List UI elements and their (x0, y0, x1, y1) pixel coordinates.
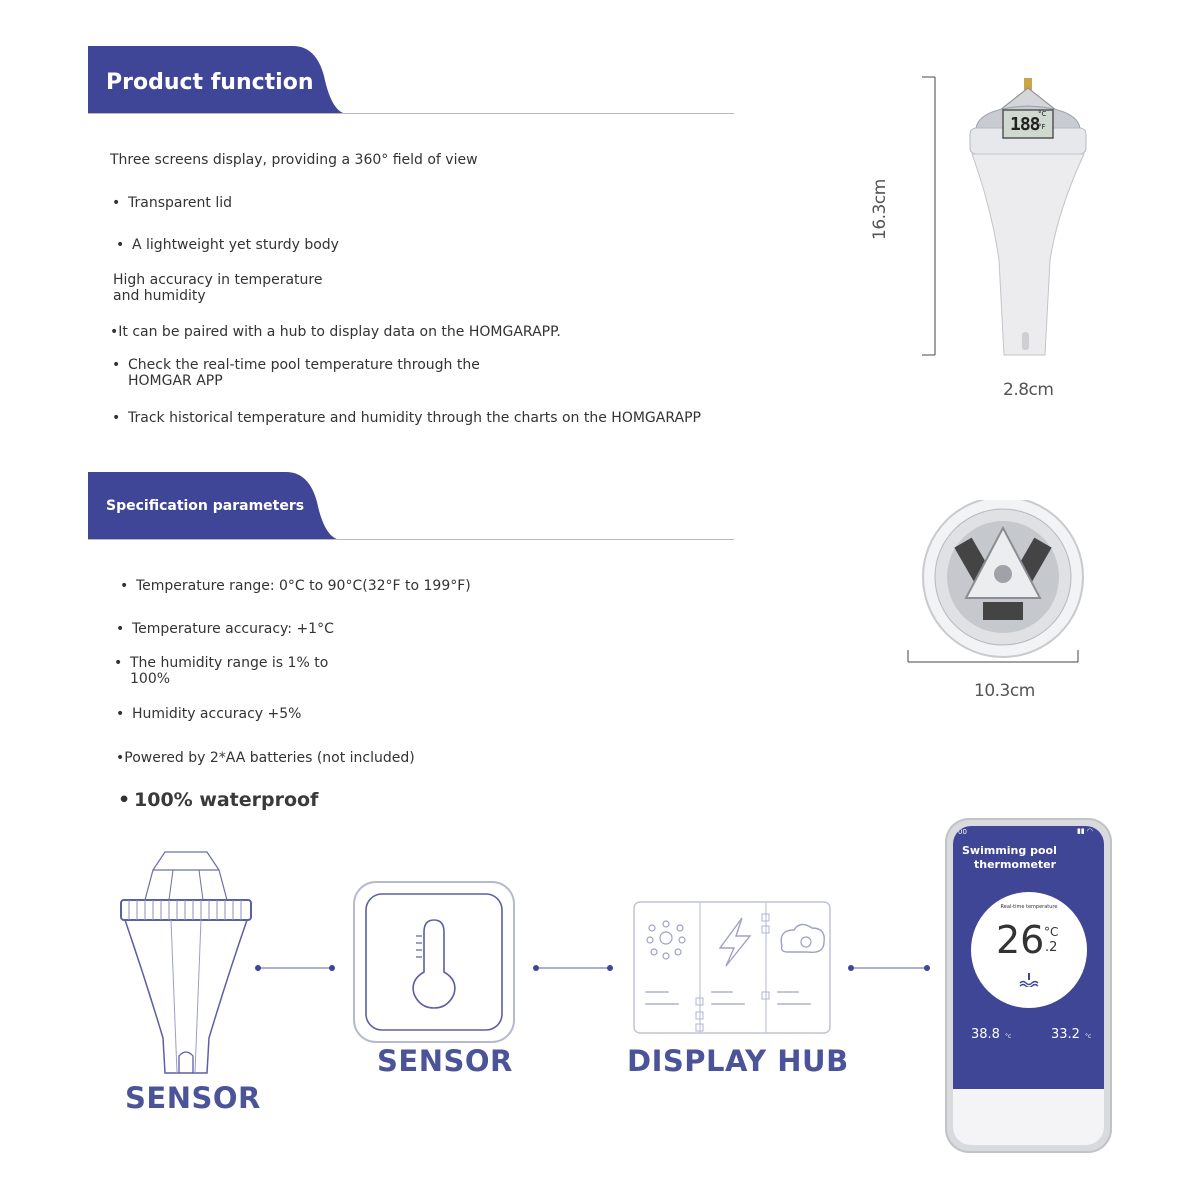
phone-app-header (953, 826, 1104, 1089)
device-display-unit-c: °C (1038, 110, 1047, 118)
thermometer-side-illustration (900, 70, 1100, 400)
status-icons: ▮▮ ◠ (1077, 827, 1094, 835)
left-reading-unit: °c (1005, 1033, 1012, 1040)
connector-1 (255, 958, 335, 968)
specification-title: Specification parameters (106, 498, 305, 514)
device-display-digits: 188 (1010, 114, 1040, 135)
thermometer-top-illustration (900, 500, 1100, 680)
diameter-dimension-label: 10.3cm (974, 681, 1035, 701)
status-time: 00 (958, 828, 967, 836)
temperature-dial (971, 892, 1087, 1008)
realtime-temperature-label: Real-time temperature (1000, 904, 1058, 910)
product-function-divider (88, 113, 734, 114)
app-title-line1: Swimming pool (962, 844, 1057, 857)
phone-screen (953, 826, 1104, 1145)
right-reading-unit: °c (1085, 1033, 1092, 1040)
feature-history-charts: • Track historical temperature and humidity through the charts on the HOMGARAPP (128, 410, 701, 426)
height-dimension-label: 16.3cm (870, 179, 890, 240)
spec-humidity-range-line1: • The humidity range is 1% to (130, 655, 328, 671)
right-reading-value: 33.2 (1051, 1027, 1080, 1042)
feature-realtime-line1: • Check the real-time pool temperature through the (128, 357, 480, 373)
device-display-unit-f: °F (1038, 123, 1046, 131)
connector-2 (533, 958, 613, 968)
specification-divider (88, 539, 734, 540)
feature-lightweight-body: • A lightweight yet sturdy body (132, 237, 339, 253)
product-function-banner (88, 46, 348, 114)
feature-realtime-line2: HOMGAR APP (128, 373, 223, 389)
feature-accuracy-line2: and humidity (113, 288, 206, 304)
device-side-view (900, 70, 1100, 400)
temperature-unit: °C (1044, 925, 1059, 939)
spec-humidity-accuracy: • Humidity accuracy +5% (132, 706, 301, 722)
water-level-icon (1018, 972, 1040, 986)
temperature-value: 26 (996, 918, 1045, 962)
left-reading-value: 38.8 (971, 1027, 1000, 1042)
feature-three-screens: Three screens display, providing a 360° field of view (110, 152, 478, 168)
display-hub-label: DISPLAY HUB (627, 1044, 849, 1078)
sensor-probe-label: SENSOR (125, 1081, 261, 1115)
phone-mockup (945, 818, 1112, 1153)
display-hub-illustration (632, 900, 832, 1035)
spec-temperature-range: • Temperature range: 0°C to 90°C(32°F to 199°F) (136, 578, 471, 594)
sensor-box-illustration (352, 880, 517, 1045)
product-function-title: Product function (106, 70, 314, 95)
feature-transparent-lid: • Transparent lid (128, 195, 232, 211)
feature-accuracy-line1: High accuracy in temperature (113, 272, 323, 288)
spec-waterproof: • 100% waterproof (134, 789, 318, 811)
app-title-line2: thermometer (974, 858, 1057, 871)
feature-hub-pairing: •It can be paired with a hub to display data on the HOMGARAPP. (110, 324, 561, 340)
spec-temperature-accuracy: • Temperature accuracy: +1°C (132, 621, 334, 637)
connector-3 (848, 958, 930, 968)
width-dimension-label: 2.8cm (1003, 380, 1054, 400)
thermometer-icon (352, 880, 517, 1045)
spec-batteries: •Powered by 2*AA batteries (not included) (116, 750, 415, 766)
specification-banner (88, 472, 342, 540)
sensor-probe-illustration (115, 848, 255, 1078)
spec-humidity-range-line2: 100% (130, 671, 171, 687)
temperature-decimal: .2 (1045, 940, 1058, 955)
sensor-box-label: SENSOR (377, 1044, 513, 1078)
device-top-view (900, 500, 1100, 680)
